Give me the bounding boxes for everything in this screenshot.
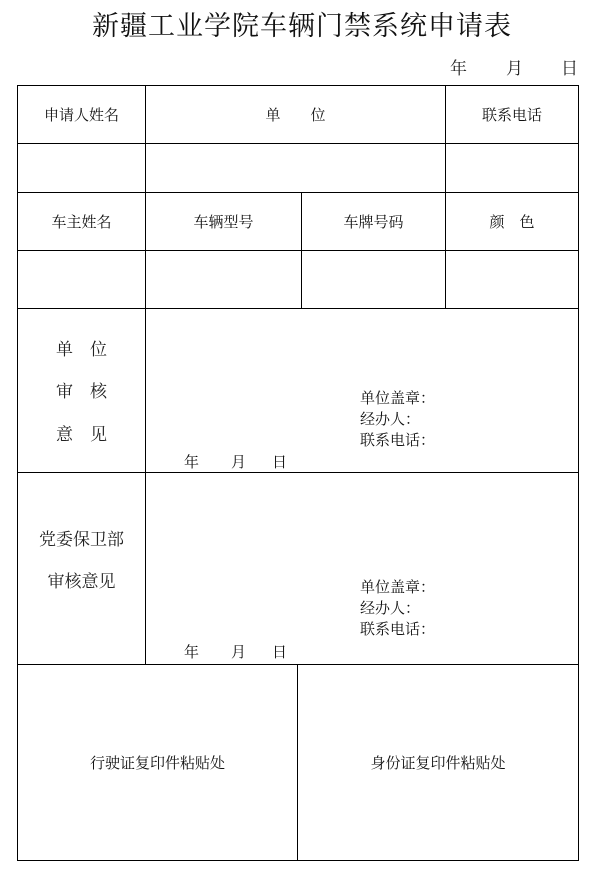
unit-label: 单 位 xyxy=(265,106,326,124)
header-date-day: 日 xyxy=(561,59,578,79)
security-review-label-line2: 审核意见 xyxy=(47,572,116,592)
table-border-right xyxy=(578,85,579,861)
applicant-name-field[interactable] xyxy=(18,144,145,192)
header-date-year: 年 xyxy=(450,59,467,79)
row-divider xyxy=(17,308,579,309)
unit-review-handler-label: 经办人： xyxy=(360,410,421,428)
unit-review-label-line3: 意 见 xyxy=(56,425,107,445)
unit-review-date-month: 月 xyxy=(231,453,247,471)
plate-number-label: 车牌号码 xyxy=(343,213,404,231)
security-review-date-year: 年 xyxy=(184,643,200,661)
color-label: 颜 色 xyxy=(489,213,535,231)
license-copy-paste-area: 行驶证复印件粘贴处 xyxy=(89,754,225,772)
unit-review-seal-label: 单位盖章： xyxy=(360,389,436,407)
security-review-date xyxy=(184,641,304,661)
owner-name-label: 车主姓名 xyxy=(51,213,112,231)
unit-field[interactable] xyxy=(146,144,445,192)
unit-review-phone-label: 联系电话： xyxy=(360,431,436,449)
security-review-date-month: 月 xyxy=(231,643,247,661)
security-review-seal-label: 单位盖章： xyxy=(360,578,436,596)
vehicle-model-label: 车辆型号 xyxy=(193,213,254,231)
header-date-month: 月 xyxy=(506,59,523,79)
application-form-table xyxy=(17,85,579,861)
table-border-bottom xyxy=(17,860,579,861)
page-title: 新疆工业学院车辆门禁系统申请表 xyxy=(92,11,512,42)
unit-review-label-line1: 单 位 xyxy=(56,340,107,360)
security-review-handler-label: 经办人： xyxy=(360,599,421,617)
id-copy-paste-area: 身份证复印件粘贴处 xyxy=(370,754,506,772)
plate-number-field[interactable] xyxy=(302,251,445,308)
applicant-name-label: 申请人姓名 xyxy=(43,106,119,124)
security-review-date-day: 日 xyxy=(272,643,288,661)
unit-review-date xyxy=(184,451,304,471)
owner-name-field[interactable] xyxy=(18,251,145,308)
contact-phone-field[interactable] xyxy=(446,144,578,192)
security-review-phone-label: 联系电话： xyxy=(360,620,436,638)
vehicle-model-field[interactable] xyxy=(146,251,301,308)
unit-review-date-year: 年 xyxy=(184,453,200,471)
color-field[interactable] xyxy=(446,251,578,308)
unit-review-label-line2: 审 核 xyxy=(56,382,107,402)
unit-review-date-day: 日 xyxy=(272,453,288,471)
security-review-label-line1: 党委保卫部 xyxy=(39,530,124,550)
contact-phone-label: 联系电话 xyxy=(481,106,542,124)
row-divider xyxy=(17,472,579,473)
